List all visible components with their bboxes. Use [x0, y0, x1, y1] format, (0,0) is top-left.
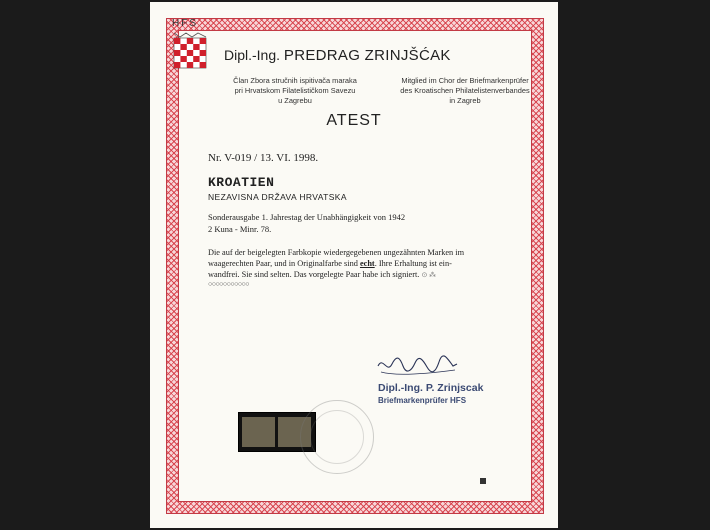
affiliation-hr-line: u Zagrebu — [278, 96, 312, 105]
affiliation-german — [380, 76, 550, 106]
affiliation-de-line: Mitglied im Chor der Briefmarkenprüfer — [401, 76, 529, 85]
certificate-number: Nr. V-019 / 13. VI. 1998. — [208, 152, 319, 164]
hfs-label: HFS — [172, 18, 198, 29]
dotted-line: ○○○○○○○○○○○ — [208, 281, 250, 288]
affiliation-hr-line: Član Zbora stručnih ispitivača maraka — [233, 76, 357, 85]
country-subtitle: NEZAVISNA DRŽAVA HRVATSKA — [208, 192, 347, 202]
issue-catalog: 2 Kuna - Minr. 78. — [208, 224, 272, 234]
name-main: PREDRAG ZRINJŠĆAK — [283, 47, 451, 64]
expert-stamp — [378, 382, 483, 405]
affiliation-de-line: des Kroatischen Philatelistenverbandes — [400, 86, 530, 95]
stamp-line-1: Dipl.-Ing. P. Zrinjscak — [378, 382, 484, 394]
certificate-paper — [150, 2, 558, 528]
stamp-line-2: Briefmarkenprüfer HFS — [378, 396, 467, 405]
name-prefix: Dipl.-Ing. — [224, 47, 284, 63]
country-heading: KROATIEN — [208, 175, 275, 190]
body-line — [208, 258, 506, 269]
body-text: . Ihre Erhaltung ist ein- — [374, 259, 452, 268]
body-line: Die auf der beigelegten Farbkopie wiedergegebenen ungezähnten Marken im — [208, 248, 465, 257]
stamp-image — [242, 417, 275, 447]
expert-name — [224, 47, 451, 64]
body-line — [208, 269, 506, 281]
seal-mark-icon: ⊙ ⁂ — [421, 271, 437, 279]
echt-emphasis: echt — [359, 259, 375, 268]
croatian-crest-icon — [172, 32, 208, 72]
hologram-mark — [480, 478, 486, 484]
affiliation-hr-line: pri Hrvatskom Filatelističkom Savezu — [234, 86, 356, 95]
body-text: waagerechten Paar, und in Originalfarbe sind — [208, 259, 360, 268]
body-text: wandfrei. Sie sind selten. Das vorgelegte Paar habe ich signiert. — [208, 270, 420, 279]
affiliation-croatian — [220, 76, 370, 106]
issue-description: Sonderausgabe 1. Jahrestag der Unabhängigkeit von 1942 — [208, 212, 406, 222]
embossed-seal-inner — [310, 410, 364, 464]
affiliation-de-line: in Zagreb — [449, 96, 481, 105]
handwritten-signature — [375, 352, 460, 380]
certificate-title: ATEST — [326, 112, 382, 129]
